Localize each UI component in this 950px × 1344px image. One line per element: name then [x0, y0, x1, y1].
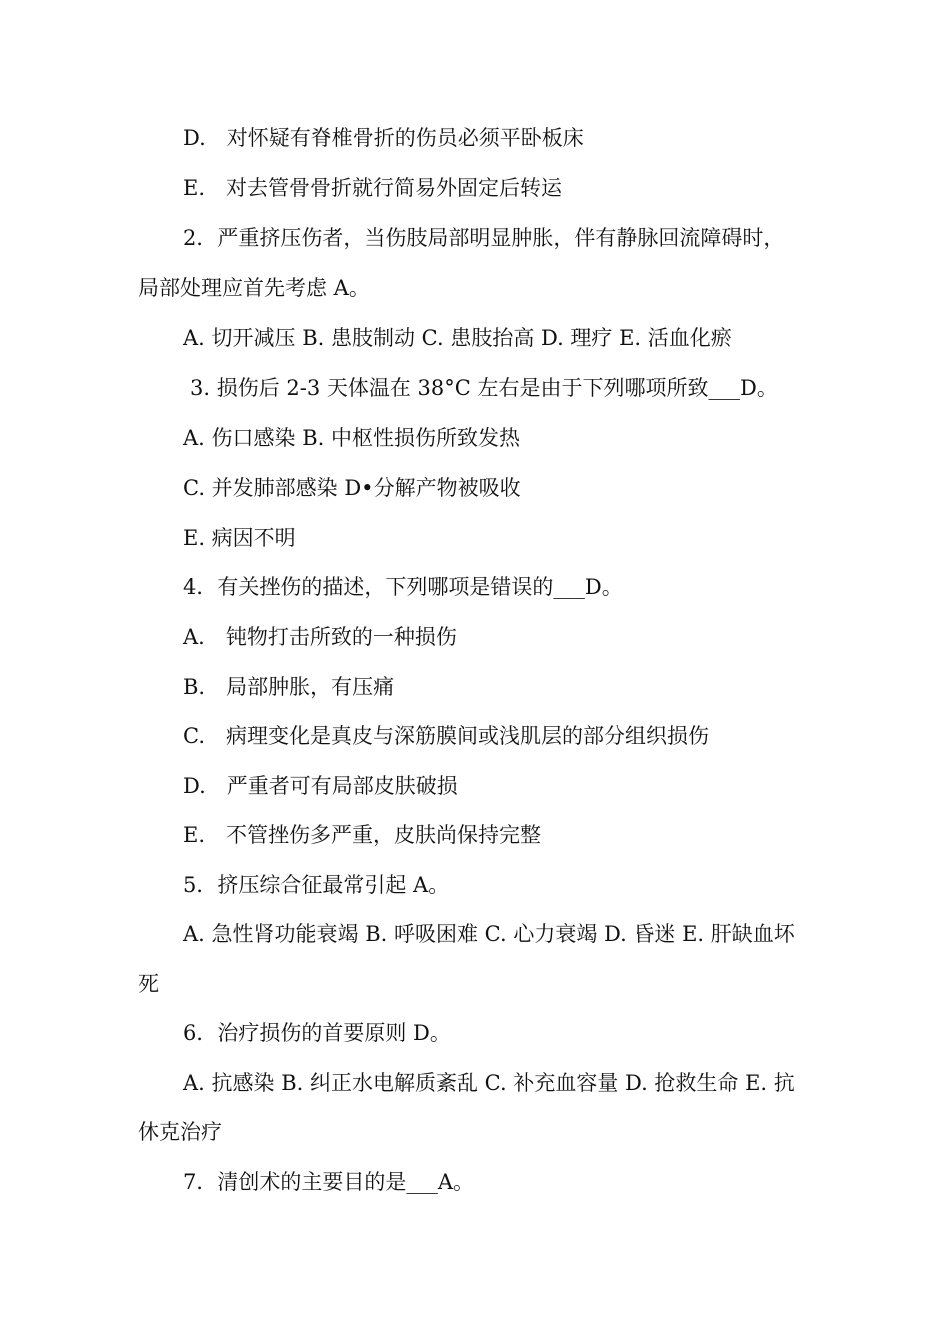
question-6: 6．治疗损伤的首要原则 D。 [183, 1021, 451, 1045]
options-line: A. 急性肾功能衰竭 B. 呼吸困难 C. 心力衰竭 D. 昏迷 E. 肝缺血坏 [183, 922, 795, 946]
options-line: A. 伤口感染 B. 中枢性损伤所致发热 [183, 426, 520, 450]
question-4: 4．有关挫伤的描述，下列哪项是错误的___D。 [183, 575, 623, 599]
option-line: C. 病理变化是真皮与深筋膜间或浅肌层的部分组织损伤 [183, 724, 709, 748]
question-2: 2．严重挤压伤者，当伤肢局部明显肿胀，伴有静脉回流障碍时， [183, 226, 785, 250]
option-line: E. 不管挫伤多严重，皮肤尚保持完整 [183, 823, 542, 847]
options-line: E. 病因不明 [183, 526, 296, 550]
text-line: E. 对去管骨骨折就行简易外固定后转运 [183, 176, 563, 200]
text-line: D. 对怀疑有脊椎骨折的伤员必须平卧板床 [183, 126, 584, 150]
text-line-continuation: 局部处理应首先考虑 A。 [138, 276, 370, 300]
option-line: D. 严重者可有局部皮肤破损 [183, 774, 458, 798]
question-3: 3. 损伤后 2-3 天体温在 38°C 左右是由于下列哪项所致___D。 [190, 376, 778, 400]
text-line-continuation: 死 [138, 972, 159, 996]
options-line: A. 切开减压 B. 患肢制动 C. 患肢抬高 D. 理疗 E. 活血化瘀 [183, 326, 732, 350]
text-line-continuation: 休克治疗 [138, 1120, 222, 1144]
question-7: 7．清创术的主要目的是___A。 [183, 1170, 475, 1194]
question-5: 5．挤压综合征最常引起 A。 [183, 873, 450, 897]
option-line: A. 钝物打击所致的一种损伤 [183, 625, 457, 649]
options-line: C. 并发肺部感染 D•分解产物被吸收 [183, 476, 521, 500]
options-line: A. 抗感染 B. 纠正水电解质紊乱 C. 补充血容量 D. 抢救生命 E. 抗 [183, 1071, 795, 1095]
option-line: B. 局部肿胀，有压痛 [183, 675, 395, 699]
